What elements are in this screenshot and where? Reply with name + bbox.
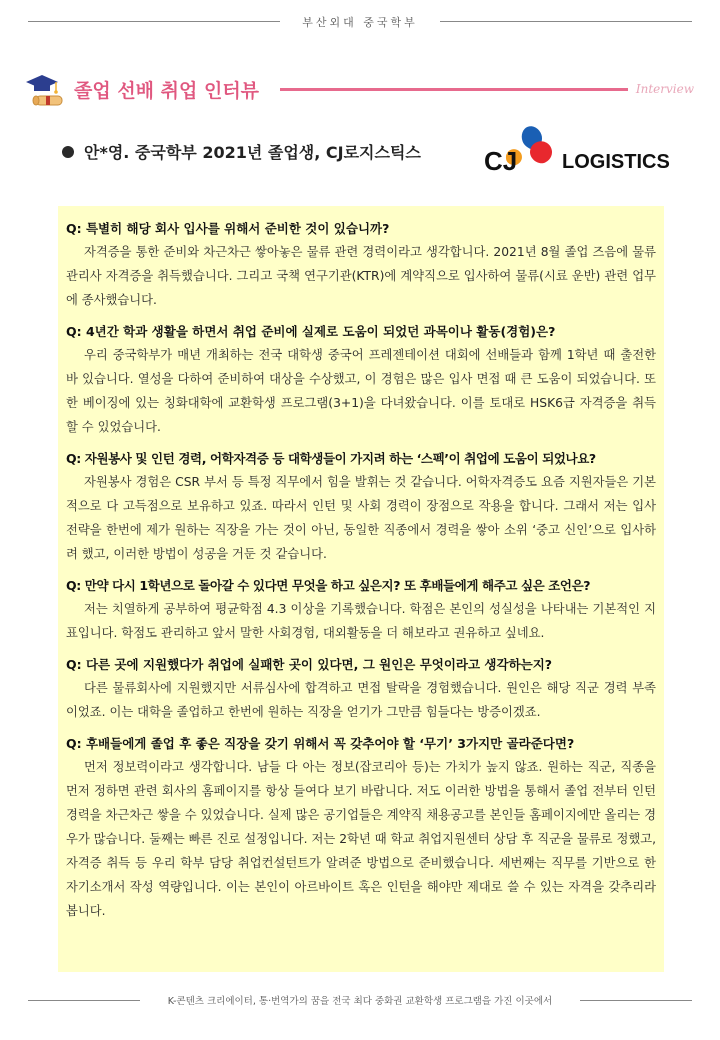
title-underline bbox=[280, 88, 628, 91]
interview-tag: Interview bbox=[635, 82, 694, 96]
title-row bbox=[22, 68, 702, 112]
answer: 먼저 정보력이라고 생각합니다. 남들 다 아는 정보(잡코리아 등)는 가치가 높지 않죠. 원하는 직군, 직종을 먼저 정하면 관련 회사의 홈페이지를 항상 들여다 보기 바랍니다. 저도 이러한 방법을 통해서 졸업 전부터 인턴 경력을 차근차근 쌓을 수 있었습니다. 실제 많은 공기업들은 계약직 채용공고를 본인들 홈페이지에만 올리는 경우가 많습니다. 둘째는 빠른 진로 설정입니다. 저는 2학년 때 학교 취업지원센터 상담 후 직군을 물류로 정했고, 자격증 취득 등 우리 학부 담당 취업컨설턴트가 알려준 방법으로 준비했습니다. 세번째는 직무를 기반으로 한 자기소개서 작성 역량입니다. 이는 본인이 아르바이트 혹은 인턴을 해야만 제대로 쓸 수 있는 자격을 갖추리라 봅니다. bbox=[66, 760, 656, 918]
answer: 자원봉사 경험은 CSR 부서 등 특정 직무에서 힘을 발휘는 것 같습니다. 어학자격증도 요즘 지원자들은 기본적으로 다 고득점으로 보유하고 있죠. 따라서 인턴 및 사회 경력이 장점으로 작용을 합니다. 그래서 저는 입사 전략을 한번에 제가 원하는 직장을 가는 것이 아닌, 동일한 직종에서 경력을 쌓아 소위 ‘중고 신인’으로 입사하려 했고, 이러한 방법이 성공을 거둔 것 같습니다. bbox=[66, 475, 656, 561]
qa-item bbox=[66, 321, 656, 439]
header-rule-right bbox=[440, 21, 692, 22]
answer: 다른 물류회사에 지원했지만 서류심사에 합격하고 면접 탈락을 경험했습니다. 원인은 해당 직군 경력 부족이었죠. 이는 대학을 졸업하고 한번에 원하는 직장을 얻기가 그만큼 힘들다는 방증이겠죠. bbox=[66, 681, 656, 719]
interview-content bbox=[58, 206, 664, 972]
bullet-icon bbox=[62, 146, 74, 158]
qa-item bbox=[66, 733, 656, 923]
graduation-cap-icon bbox=[22, 70, 66, 110]
question: Q: 다른 곳에 지원했다가 취업에 실패한 곳이 있다면, 그 원인은 무엇이라고 생각하는지? bbox=[66, 657, 553, 672]
interviewee-name: 안*영. 중국학부 2021년 졸업생, CJ로지스틱스 bbox=[84, 143, 421, 162]
page-footer bbox=[0, 992, 720, 1012]
footer-text: K-콘텐츠 크리에이터, 통·번역가의 꿈을 전국 최다 중화권 교환학생 프로그램을 가진 이곳에서 bbox=[167, 996, 553, 1007]
question: Q: 후배들에게 졸업 후 좋은 직장을 갖기 위해서 꼭 갖추어야 할 ‘무기’ 3가지만 골라준다면? bbox=[66, 736, 575, 751]
answer: 우리 중국학부가 매년 개최하는 전국 대학생 중국어 프레젠테이션 대회에 선배들과 함께 1학년 때 출전한 바 있습니다. 열성을 다하여 준비하여 대상을 수상했고, 이 경험은 많은 입사 면접 때 큰 도움이 되었습니다. 또한 베이징에 있는 칭화대학에 교환학생 프로그램(3+1)을 다녀왔습니다. 이를 토대로 HSK6급 자격증을 취득할 수 있었습니다. bbox=[66, 348, 656, 434]
qa-item bbox=[66, 218, 656, 312]
page-header bbox=[0, 12, 720, 32]
qa-item bbox=[66, 575, 656, 645]
logo-cj-text: CJ bbox=[484, 146, 518, 176]
logo-logistics-text: LOGISTICS bbox=[562, 151, 670, 173]
answer: 자격증을 통한 준비와 차근차근 쌓아놓은 물류 관련 경력이라고 생각합니다. 2021년 8월 졸업 즈음에 물류관리사 자격증을 취득했습니다. 그리고 국책 연구기관(KTR)에 계약직으로 입사하여 물류(시료 운반) 관련 업무에 종사했습니다. bbox=[66, 245, 656, 307]
footer-rule-right bbox=[580, 1000, 692, 1001]
answer: 저는 치열하게 공부하여 평균학점 4.3 이상을 기록했습니다. 학점은 본인의 성실성을 나타내는 기본적인 지표입니다. 학점도 관리하고 앞서 말한 사회경험, 대외활동을 더 해보라고 권유하고 싶네요. bbox=[66, 602, 656, 640]
cj-logistics-logo bbox=[478, 114, 678, 190]
question: Q: 특별히 해당 회사 입사를 위해서 준비한 것이 있습니까? bbox=[66, 221, 390, 236]
page-title: 졸업 선배 취업 인터뷰 bbox=[74, 80, 260, 102]
qa-item bbox=[66, 448, 656, 566]
question: Q: 4년간 학과 생활을 하면서 취업 준비에 실제로 도움이 되었던 과목이나 활동(경험)은? bbox=[66, 324, 556, 339]
header-text: 부산외대 중국학부 bbox=[302, 16, 418, 29]
question: Q: 만약 다시 1학년으로 돌아갈 수 있다면 무엇을 하고 싶은지? 또 후배들에게 해주고 싶은 조언은? bbox=[66, 578, 591, 593]
qa-item bbox=[66, 654, 656, 724]
question: Q: 자원봉사 및 인턴 경력, 어학자격증 등 대학생들이 가지려 하는 ‘스펙’이 취업에 도움이 되었나요? bbox=[66, 451, 596, 466]
